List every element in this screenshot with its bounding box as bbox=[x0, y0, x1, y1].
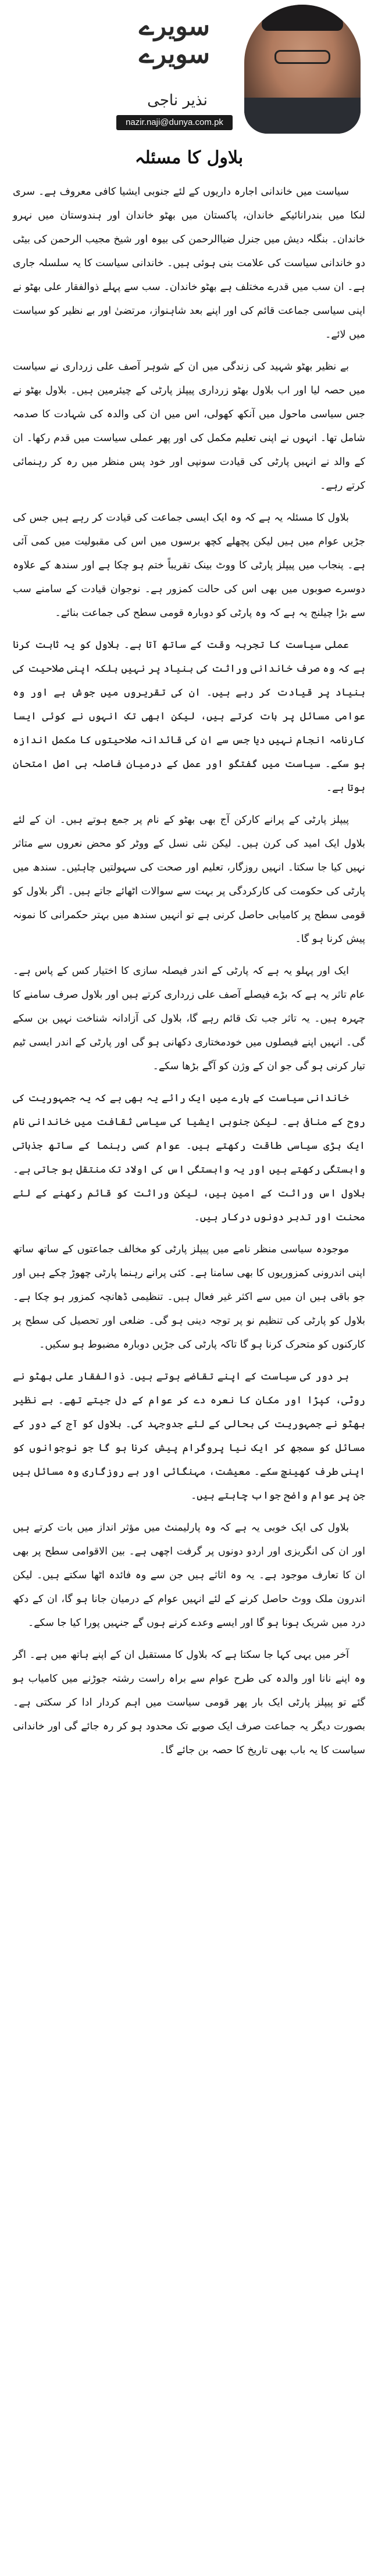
column-masthead bbox=[15, 0, 363, 139]
article-paragraph: ہر دور کی سیاست کے اپنے تقاضے ہوتے ہیں۔ ذوالفقار علی بھٹو نے روٹی، کپڑا اور مکان کا نعرہ دے کر عوام کے دل جیتے تھے۔ بے نظیر بھٹو نے جمہوریت کی بحالی کے لئے جدوجہد کی۔ بلاول کو آج کے دور کے مسائل کو سمجھ کر ایک نیا پروگرام پیش کرنا ہو گا جو نوجوانوں کو اپنی طرف کھینچ سکے۔ معیشت، مہنگائی اور بے روزگاری وہ مسائل ہیں جن پر عوام واضح جواب چاہتے ہیں۔ bbox=[13, 1371, 365, 1502]
article-paragraph: عملی سیاست کا تجربہ وقت کے ساتھ آتا ہے۔ بلاول کو یہ ثابت کرنا ہے کہ وہ صرف خاندانی وراثت کی بنیاد پر نہیں بلکہ اپنی صلاحیت کی بنیاد پر قیادت کر رہے ہیں۔ ان کی تقریروں میں جوش ہے اور وہ عوامی مسائل پر بات کرتے ہیں، لیکن ابھی تک انہوں نے کوئی ایسا کارنامہ انجام نہیں دیا جس سے ان کی قائدانہ صلاحیتوں کا مکمل اندازہ ہو سکے۔ سیاست میں گفتگو اور عمل کے درمیان فاصلہ ہی اصل امتحان ہوتا ہے۔ bbox=[13, 639, 365, 794]
article-paragraph: بلاول کا مسئلہ یہ ہے کہ وہ ایک ایسی جماعت کی قیادت کر رہے ہیں جس کی جڑیں عوام میں ہیں لیکن پچھلے کچھ برسوں میں اس کی مقبولیت میں کمی آئی ہے۔ پنجاب میں پیپلز پارٹی کا ووٹ بینک تقریباً ختم ہو چکا ہے اور سندھ کے علاوہ دوسرے صوبوں میں بھی اس کی حالت کمزور ہے۔ نوجوان قیادت کے سامنے سب سے بڑا چیلنج یہ ہے کہ وہ پارٹی کو دوبارہ قومی سطح کی جماعت بنائے۔ bbox=[13, 512, 365, 619]
article-paragraph: بلاول کی ایک خوبی یہ ہے کہ وہ پارلیمنٹ میں مؤثر انداز میں بات کرتے ہیں اور ان کی انگریزی اور اردو دونوں پر گرفت اچھی ہے۔ بین الاقوامی سطح پر بھی ان کا تعارف موجود ہے۔ یہ وہ اثاثے ہیں جن سے وہ فائدہ اٹھا سکتے ہیں۔ لیکن اندرون ملک ووٹ حاصل کرنے کے لئے انہیں عوام کے درمیان جانا ہو گا، ان کے دکھ درد میں شریک ہونا ہو گا اور ایسے وعدے کرنے ہوں گے جنہیں پورا کیا جا سکے۔ bbox=[13, 1522, 365, 1629]
article-paragraph: خاندانی سیاست کے بارے میں ایک رائے یہ بھی ہے کہ یہ جمہوریت کی روح کے منافی ہے۔ لیکن جنوبی ایشیا کی سیاسی ثقافت میں خاندانی نام ایک بڑی سیاسی طاقت رکھتے ہیں۔ عوام کسی رہنما کے ساتھ جذباتی وابستگی رکھتے ہیں اور یہ وابستگی اس کی اولاد تک منتقل ہو جاتی ہے۔ بلاول اس وراثت کے امین ہیں، لیکن وراثت کو قائم رکھنے کے لئے محنت اور تدبر دونوں درکار ہیں۔ bbox=[13, 1092, 365, 1223]
author-name: نذیر ناجی bbox=[147, 92, 208, 109]
article-paragraph: آخر میں یہی کہا جا سکتا ہے کہ بلاول کا مستقبل ان کے اپنے ہاتھ میں ہے۔ اگر وہ اپنے نانا اور والدہ کی طرح عوام سے براہ راست رشتہ جوڑنے میں کامیاب ہو گئے تو پیپلز پارٹی ایک بار پھر قومی سیاست میں اہم کردار ادا کر سکتی ہے۔ بصورت دیگر یہ جماعت صرف ایک صوبے تک محدود ہو کر رہ جائے گی اور خاندانی سیاست کا یہ باب بھی تاریخ کا حصہ بن جائے گا۔ bbox=[13, 1649, 365, 1756]
column-brand-line: سویرے bbox=[139, 40, 210, 69]
article-paragraph: موجودہ سیاسی منظر نامے میں پیپلز پارٹی کو مخالف جماعتوں کے ساتھ ساتھ اپنی اندرونی کمزوریوں کا بھی سامنا ہے۔ کئی پرانے رہنما پارٹی چھوڑ چکے ہیں اور جو باقی ہیں ان میں سے اکثر غیر فعال ہیں۔ تنظیمی ڈھانچہ کمزور ہو چکا ہے۔ بلاول کو پارٹی کی تنظیم نو پر توجہ دینی ہو گی۔ ضلعی اور تحصیل کی سطح پر کارکنوں کو متحرک کرنا ہو گا تاکہ پارٹی کی جڑیں دوبارہ مضبوط ہو سکیں۔ bbox=[13, 1244, 365, 1350]
article-paragraph: پیپلز پارٹی کے پرانے کارکن آج بھی بھٹو کے نام پر جمع ہوتے ہیں۔ ان کے لئے بلاول ایک امید کی کرن ہیں۔ لیکن نئی نسل کے ووٹر کو محض نعروں سے متاثر نہیں کیا جا سکتا۔ انہیں روزگار، تعلیم اور صحت کی سہولتیں چاہئیں۔ سندھ میں پارٹی کی حکومت کی کارکردگی پر بہت سے سوالات اٹھائے جاتے ہیں۔ اگر بلاول کو قومی سطح پر کامیابی حاصل کرنی ہے تو انہیں سندھ میں بہتر حکمرانی کا نمونہ پیش کرنا ہو گا۔ bbox=[13, 814, 365, 945]
article-body bbox=[13, 180, 365, 1762]
author-photo bbox=[244, 5, 361, 134]
column-brand bbox=[102, 12, 247, 87]
author-email: nazir.naji@dunya.com.pk bbox=[116, 115, 233, 130]
column-brand-line: سویرے bbox=[139, 12, 210, 41]
article-paragraph: ایک اور پہلو یہ ہے کہ پارٹی کے اندر فیصلہ سازی کا اختیار کس کے پاس ہے۔ عام تاثر یہ ہے کہ بڑے فیصلے آصف علی زرداری کرتے ہیں اور بلاول صرف سامنے کا چہرہ ہیں۔ یہ تاثر جب تک قائم رہے گا، بلاول کی آزادانہ شناخت نہیں بن سکے گی۔ انہیں اپنے فیصلوں میں خودمختاری دکھانی ہو گی اور پارٹی کے اندر ایسی ٹیم تیار کرنی ہو گی جو ان کے وژن کو آگے بڑھا سکے۔ bbox=[12, 965, 365, 1072]
article-paragraph: سیاست میں خاندانی اجارہ داریوں کے لئے جنوبی ایشیا کافی معروف ہے۔ سری لنکا میں بندرانائیکے خاندان، پاکستان میں بھٹو خاندان اور ہندوستان میں نہرو خاندان۔ بنگلہ دیش میں جنرل ضیاالرحمن کی بیوہ اور شیخ مجیب الرحمن کی بیٹی دو خاندانی سیاست کی علامت بنی ہوئی ہیں۔ خاندانی سیاست کا یہ سلسلہ جاری ہے۔ ان سب میں قدرے مختلف ہے بھٹو خاندان۔ سب سے پہلے ذوالفقار علی بھٹو نے اپنی سیاسی جماعت قائم کی اور اپنے بعد شاہنواز، مرتضیٰ اور بے نظیر کو سیاست میں لائے۔ bbox=[13, 186, 365, 341]
article-paragraph: بے نظیر بھٹو شہید کی زندگی میں ان کے شوہر آصف علی زرداری نے سیاست میں حصہ لیا اور اب بلاول بھٹو زرداری پیپلز پارٹی کے چیئرمین ہیں۔ بلاول بھٹو نے جس سیاسی ماحول میں آنکھ کھولی، اس میں ان کی والدہ کی شہادت کا صدمہ شامل تھا۔ انہوں نے اپنی تعلیم مکمل کی اور پھر عملی سیاست میں قدم رکھا۔ ان کے والد نے انہیں پارٹی کی قیادت سونپی اور خود پس منظر میں رہ کر رہنمائی کرتے رہے۔ bbox=[13, 361, 365, 492]
article-headline: بلاول کا مسئلہ bbox=[134, 148, 244, 168]
